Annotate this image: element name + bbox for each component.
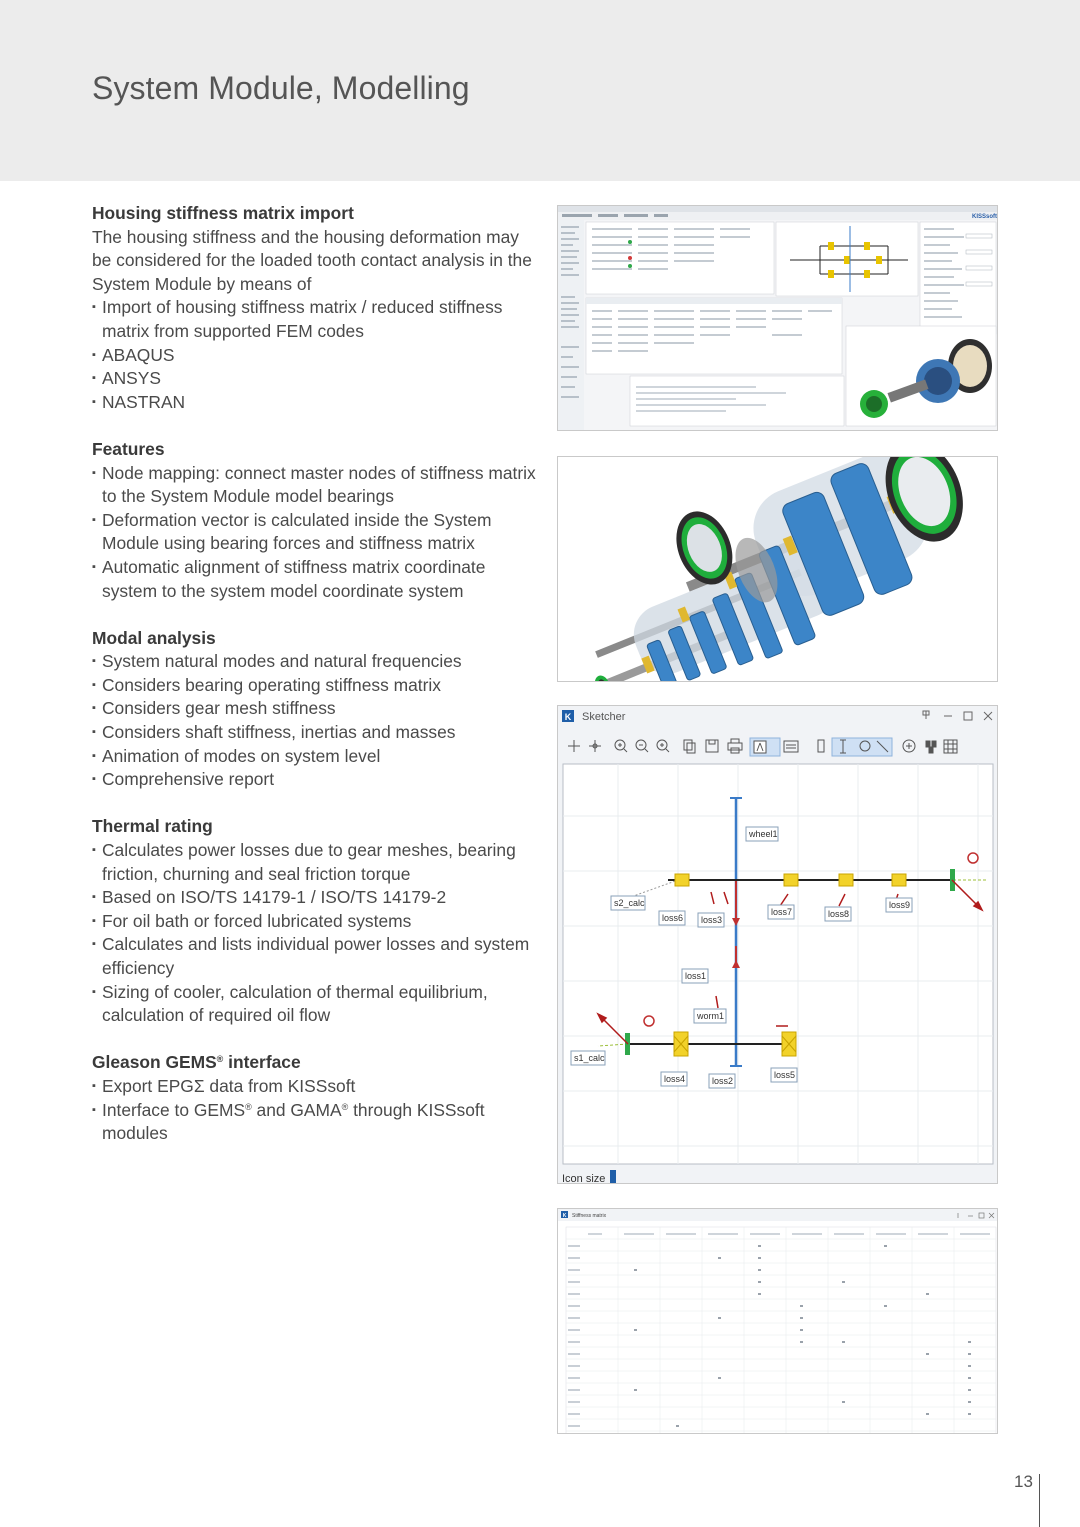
text-column <box>92 202 537 1169</box>
bullet-item: ▪ Interface to GEMS® and GAMA® through KISSsoft modules <box>92 1099 537 1146</box>
bullet-item: ▪ Deformation vector is calculated inside the System Module using bearing forces and stiffness matrix <box>92 509 537 556</box>
svg-text:loss4: loss4 <box>664 1074 686 1084</box>
bullet-list <box>92 1075 537 1146</box>
bullet-item: ▪ Automatic alignment of stiffness matrix coordinate system to the system model coordinate system <box>92 556 537 603</box>
bullet-list <box>92 296 537 414</box>
app-badge-letter: K <box>562 1213 567 1219</box>
sketch-canvas[interactable] <box>563 764 993 1164</box>
svg-text:loss6: loss6 <box>662 913 684 923</box>
svg-text:s1_calc: s1_calc <box>574 1053 605 1063</box>
window-title: Stiffness matrix <box>572 1213 607 1219</box>
bullet-item: ▪ System natural modes and natural frequencies <box>92 650 537 674</box>
bullet-list <box>92 462 537 604</box>
bullet-item: ▪ Calculates and lists individual power losses and system efficiency <box>92 933 537 980</box>
bullet-item: ▪ Considers shaft stiffness, inertias and masses <box>92 721 537 745</box>
label-loss6[interactable] <box>659 911 685 925</box>
label-worm1[interactable] <box>694 1009 726 1023</box>
bullet-item: ▪ Based on ISO/TS 14179-1 / ISO/TS 14179-2 <box>92 886 537 910</box>
bearing-marker[interactable] <box>675 874 689 886</box>
section-thermal <box>92 815 537 1027</box>
bullet-item: ▪ Considers bearing operating stiffness matrix <box>92 674 537 698</box>
bullet-list <box>92 650 537 792</box>
section-features <box>92 438 537 603</box>
app-badge-letter: K <box>564 712 572 722</box>
page-number: 13 <box>1014 1472 1033 1491</box>
label-loss9[interactable] <box>886 898 912 912</box>
bullet-item: ▪ Considers gear mesh stiffness <box>92 697 537 721</box>
bearing-marker[interactable] <box>892 874 906 886</box>
section-housing <box>92 202 537 414</box>
svg-text:s2_calc: s2_calc <box>614 898 645 908</box>
svg-text:worm1: worm1 <box>697 1011 725 1021</box>
bearing-marker[interactable] <box>784 874 798 886</box>
icon-size-slider[interactable] <box>610 1170 616 1184</box>
bullet-item: ▪ Export EPGΣ data from KISSsoft <box>92 1075 537 1099</box>
app-screenshot-art <box>558 206 998 431</box>
svg-text:wheel1: wheel1 <box>749 829 778 839</box>
bullet-item: ▪ Node mapping: connect master nodes of stiffness matrix to the System Module model bearings <box>92 462 537 509</box>
section-heading: Features <box>92 438 165 459</box>
section-modal <box>92 627 537 792</box>
label-loss2[interactable] <box>709 1074 735 1088</box>
svg-text:loss9: loss9 <box>889 900 911 910</box>
section-heading: Modal analysis <box>92 627 216 648</box>
section-gleason <box>92 1051 537 1145</box>
bullet-item: ▪ ABAQUS <box>92 344 537 368</box>
svg-text:loss8: loss8 <box>828 909 850 919</box>
icon-size-label: Icon size <box>562 1173 606 1184</box>
svg-text:loss2: loss2 <box>712 1076 734 1086</box>
bullet-item: ▪ Import of housing stiffness matrix / reduced stiffness matrix from supported FEM codes <box>92 296 537 343</box>
app-screenshot-figure <box>557 205 998 431</box>
matrix-window <box>557 1208 998 1434</box>
bullet-item: ▪ For oil bath or forced lubricated systems <box>92 910 537 934</box>
section-intro: The housing stiffness and the housing deformation may be considered for the loaded tooth contact analysis in the System Module by means of <box>92 226 532 294</box>
label-loss1[interactable] <box>682 969 708 983</box>
gearbox-3d-art <box>558 457 998 682</box>
bullet-item: ▪ Comprehensive report <box>92 768 537 792</box>
svg-text:loss7: loss7 <box>771 907 793 917</box>
svg-text:loss3: loss3 <box>701 915 723 925</box>
label-s1-calc[interactable] <box>571 1051 605 1065</box>
label-loss5[interactable] <box>771 1068 797 1082</box>
section-heading: Gleason GEMS® interface <box>92 1052 301 1073</box>
window-title: Sketcher <box>582 711 626 723</box>
text-icon <box>754 741 766 753</box>
brand-logo: KISSsoft <box>972 214 998 220</box>
label-loss3[interactable] <box>698 913 724 927</box>
bearing-marker[interactable] <box>839 874 853 886</box>
matrix-grid[interactable] <box>566 1227 996 1434</box>
label-loss4[interactable] <box>661 1072 687 1086</box>
bullet-item: ▪ Animation of modes on system level <box>92 745 537 769</box>
section-heading: Housing stiffness matrix import <box>92 203 354 223</box>
bullet-item: ▪ Sizing of cooler, calculation of thermal equilibrium, calculation of required oil flow <box>92 981 537 1028</box>
label-wheel1[interactable] <box>746 827 778 841</box>
svg-text:loss1: loss1 <box>685 971 707 981</box>
matrix-art <box>558 1209 998 1434</box>
bullet-item: ▪ Calculates power losses due to gear meshes, bearing friction, churning and seal friction torque <box>92 839 537 886</box>
sketcher-art <box>558 706 998 1184</box>
page-rule <box>1039 1474 1040 1527</box>
bullet-list <box>92 839 537 1028</box>
svg-text:loss5: loss5 <box>774 1070 796 1080</box>
label-s2-calc[interactable] <box>611 896 645 910</box>
gearbox-3d-figure <box>557 456 998 682</box>
bullet-item: ▪ NASTRAN <box>92 391 537 415</box>
label-loss8[interactable] <box>825 907 851 921</box>
sketcher-window <box>557 705 998 1184</box>
section-heading: Thermal rating <box>92 816 213 837</box>
bullet-item: ▪ ANSYS <box>92 367 537 391</box>
page-title: System Module, Modelling <box>92 70 470 106</box>
label-loss7[interactable] <box>768 905 794 919</box>
